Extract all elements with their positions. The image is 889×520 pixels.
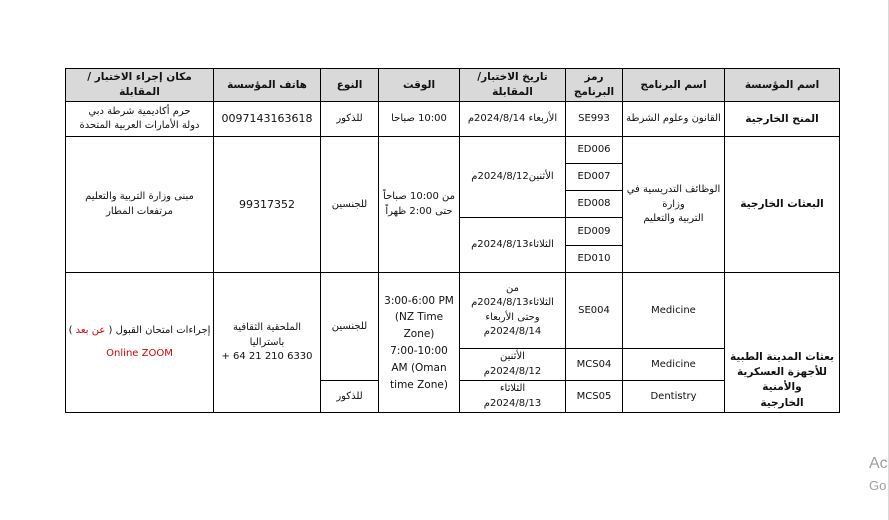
test-date-cell: الثلاثاء2024/8/13م [460, 218, 566, 273]
location-line [68, 324, 211, 339]
time-cell [379, 273, 460, 413]
program-name-cell: Medicine [623, 273, 725, 349]
test-date-line: 2024/8/13م [483, 397, 542, 409]
location-line: مرتفعات المطار [106, 205, 173, 217]
header-location: مكان إجراء الاختبار /المقابلة [66, 69, 214, 102]
test-date-line: 2024/8/12م [483, 365, 542, 377]
phone-number: 99317352 [239, 197, 295, 211]
time-line: Zone) [403, 328, 435, 341]
test-date-line: من [506, 282, 519, 294]
time-line: من 10:00 صباحاً [383, 191, 455, 203]
institution-cell: البعثات الخارجية [725, 137, 840, 273]
table-row [66, 137, 840, 164]
test-date-line: الثلاثاء [499, 383, 526, 395]
institution-cell [725, 349, 840, 413]
program-name-line: التربية والتعليم [643, 213, 704, 225]
program-name-cell [623, 137, 725, 273]
phone-number: + 64 21 210 6330 [221, 351, 313, 363]
gender-cell: للذكور [321, 381, 379, 413]
time-line: 7:00-10:00 [390, 344, 448, 357]
location-text: ) [68, 325, 73, 337]
test-date-line: 2024/8/14م [483, 326, 542, 338]
location-text: إجراءات امتحان القبول ( [108, 325, 211, 337]
schedule-table [65, 68, 840, 413]
phone-line: باستراليا [249, 336, 285, 348]
test-date-line: الثلاثاء2024/8/13م [471, 297, 554, 309]
header-time: الوقت [379, 69, 460, 102]
activation-watermark-line1: Ac [869, 455, 888, 472]
phone-cell [214, 137, 321, 273]
phone-cell [214, 273, 321, 413]
table-row [66, 102, 840, 137]
program-code-cell: ED009 [566, 218, 623, 246]
program-name-cell: Medicine [623, 349, 725, 381]
program-code-cell: SE993 [566, 102, 623, 137]
time-cell [379, 137, 460, 273]
time-line: حتى 2:00 ظهراً [385, 205, 453, 217]
test-date-line: الأثنين [500, 351, 525, 363]
program-name-cell: القانون وعلوم الشرطة [623, 102, 725, 137]
location-line: حرم أكاديمية شرطة دبي [88, 105, 191, 117]
phone-number: 0097143163618 [221, 112, 313, 126]
program-code-cell: SE004 [566, 273, 623, 349]
phone-cell [214, 102, 321, 137]
institution-line: بعثات المدينة الطبية [730, 350, 834, 363]
header-phone: هاتف المؤسسة [214, 69, 321, 102]
location-line: دولة الأمارات العربية المتحدة [79, 120, 200, 132]
header-test-date: تاريخ الاختبار/المقابلة [460, 69, 566, 102]
program-code-cell: MCS04 [566, 349, 623, 381]
test-date-cell [460, 349, 566, 381]
test-date-cell [460, 273, 566, 349]
program-name-cell: Dentistry [623, 381, 725, 413]
institution-line: للأجهزة العسكرية والأمنية [737, 366, 827, 394]
time-cell: 10:00 صباحا [379, 102, 460, 137]
time-line: AM (Oman [391, 361, 447, 374]
program-code-cell: ED010 [566, 246, 623, 273]
test-date-cell: الأربعاء 2024/8/14م [460, 102, 566, 137]
program-code-cell: ED008 [566, 191, 623, 218]
program-code-cell: MCS05 [566, 381, 623, 413]
program-code-cell: ED006 [566, 137, 623, 164]
test-date-cell [460, 381, 566, 413]
program-name-line: الوظائف التدريسية في وزارة [626, 184, 721, 210]
table-row [66, 273, 840, 349]
gender-cell: للجنسين [321, 273, 379, 381]
header-row [66, 69, 840, 102]
location-cell [66, 273, 214, 413]
location-cell [66, 102, 214, 137]
program-code-cell: ED007 [566, 164, 623, 191]
gender-cell: للجنسين [321, 137, 379, 273]
location-cell [66, 137, 214, 273]
header-gender: النوع [321, 69, 379, 102]
activation-watermark-line2: Go [869, 478, 887, 493]
online-zoom-text: Online ZOOM [106, 347, 173, 359]
institution-line: الخارجية [760, 396, 804, 409]
location-line: مبنى وزارة التربية والتعليم [85, 191, 194, 203]
test-date-cell: الأثنين2024/8/12م [460, 137, 566, 218]
institution-cell: المنح الخارجية [725, 102, 840, 137]
header-institution: اسم المؤسسة [725, 69, 840, 102]
header-program-name: اسم البرنامج [623, 69, 725, 102]
phone-line: الملحقية الثقافية [232, 322, 302, 334]
time-line: 3:00-6:00 PM [384, 294, 454, 307]
time-line: (NZ Time [394, 311, 444, 324]
header-program-code: رمز البرنامج [566, 69, 623, 102]
gender-cell: للذكور [321, 102, 379, 137]
time-line: time Zone) [390, 378, 448, 391]
test-date-line: وحتى الأربعاء [485, 311, 540, 323]
remote-text: عن بعد [72, 325, 109, 337]
institution-cell-empty [725, 273, 840, 349]
